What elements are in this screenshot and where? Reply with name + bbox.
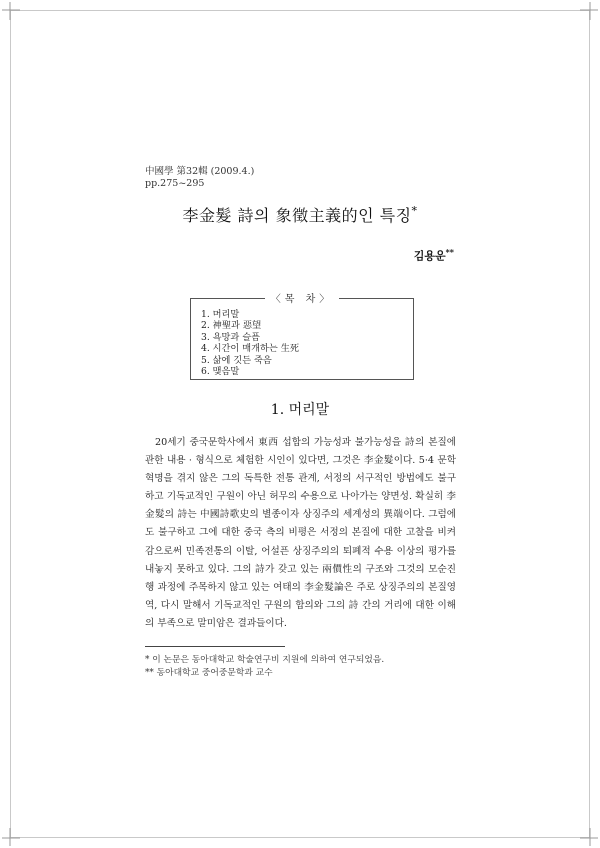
toc-item: 1. 머리말: [201, 309, 240, 320]
frame-bottom-line: [10, 837, 590, 838]
crop-mark-bottom-left: [2, 828, 20, 846]
footnote-divider: [145, 646, 285, 647]
toc-item: 2. 神聖과 惡望: [201, 320, 262, 332]
crop-mark-top-left: [2, 2, 20, 20]
journal-name: 中國學 第32輯 (2009.4.): [145, 166, 255, 177]
toc-list: [191, 299, 413, 377]
journal-pages: pp.275~295: [145, 178, 205, 189]
frame-left-line: [10, 10, 11, 838]
paper-title-text: 李金髮 詩의 象徵主義的인 특징: [182, 206, 412, 225]
footnotes: [145, 654, 384, 680]
author-name: 김용운: [413, 249, 446, 263]
footnote-1: * 이 논문은 동아대학교 학술연구비 지원에 의하여 연구되었음.: [145, 655, 385, 665]
crop-mark-top-right: [580, 2, 598, 20]
journal-info: [145, 166, 254, 190]
toc-heading: 〈목 차〉: [265, 294, 340, 305]
title-footnote-mark: *: [411, 204, 418, 218]
body-text: [145, 434, 456, 633]
footnote-2: ** 동아대학교 중어중문학과 교수: [145, 668, 273, 678]
frame-top-line: [10, 10, 590, 11]
author: [414, 247, 454, 264]
toc-item: 6. 맺음말: [201, 366, 240, 378]
paper-title: [0, 203, 600, 226]
toc-item: 3. 욕망과 슬픔: [201, 331, 260, 343]
table-of-contents: [190, 294, 414, 380]
toc-item: 4. 시간이 매개하는 生死: [201, 343, 300, 355]
toc-item: 5. 삶에 깃든 죽음: [201, 354, 272, 366]
frame-right-line: [589, 10, 590, 838]
author-footnote-mark: **: [445, 247, 454, 257]
crop-mark-bottom-right: [580, 828, 598, 846]
body-paragraph: 20세기 중국문학사에서 東西 섭합의 가능성과 불가능성을 詩의 본질에 관한 내용 · 형식으로 체험한 시인이 있다면, 그것은 李金髮이다. 5·4 문학혁명을 겪지 않은 그의 독특한 전통 관계, 서정의 서구적인 방법에도 불구하고 기독교적인 구원이 아닌 허무의 수용으로 나아가는 양면성. 확실히 李金髮의 詩는 中國詩歌史의 별종이자 상징주의 세계성의 異端이다. 그럼에도 불구하고 그에 대한 중국 측의 비평은 서정의 본질에 대한 고찰을 비켜감으로써 민족전통의 이탈, 어설픈 상징주의의 퇴폐적 수용 이상의 평가를 내놓지 못하고 있다. 그의 詩가 갖고 있는 兩價性의 구조와 그것의 모순진행 과정에 주목하지 않고 있는 여태의 李金髮論은 주로 상징주의의 본질영역, 다시 말해서 기독교적인 구원의 합의와 그의 詩 간의 거리에 대한 이해의 부족으로 말미암은 결과들이다.: [145, 437, 456, 629]
section-heading: 1. 머리말: [270, 402, 330, 418]
